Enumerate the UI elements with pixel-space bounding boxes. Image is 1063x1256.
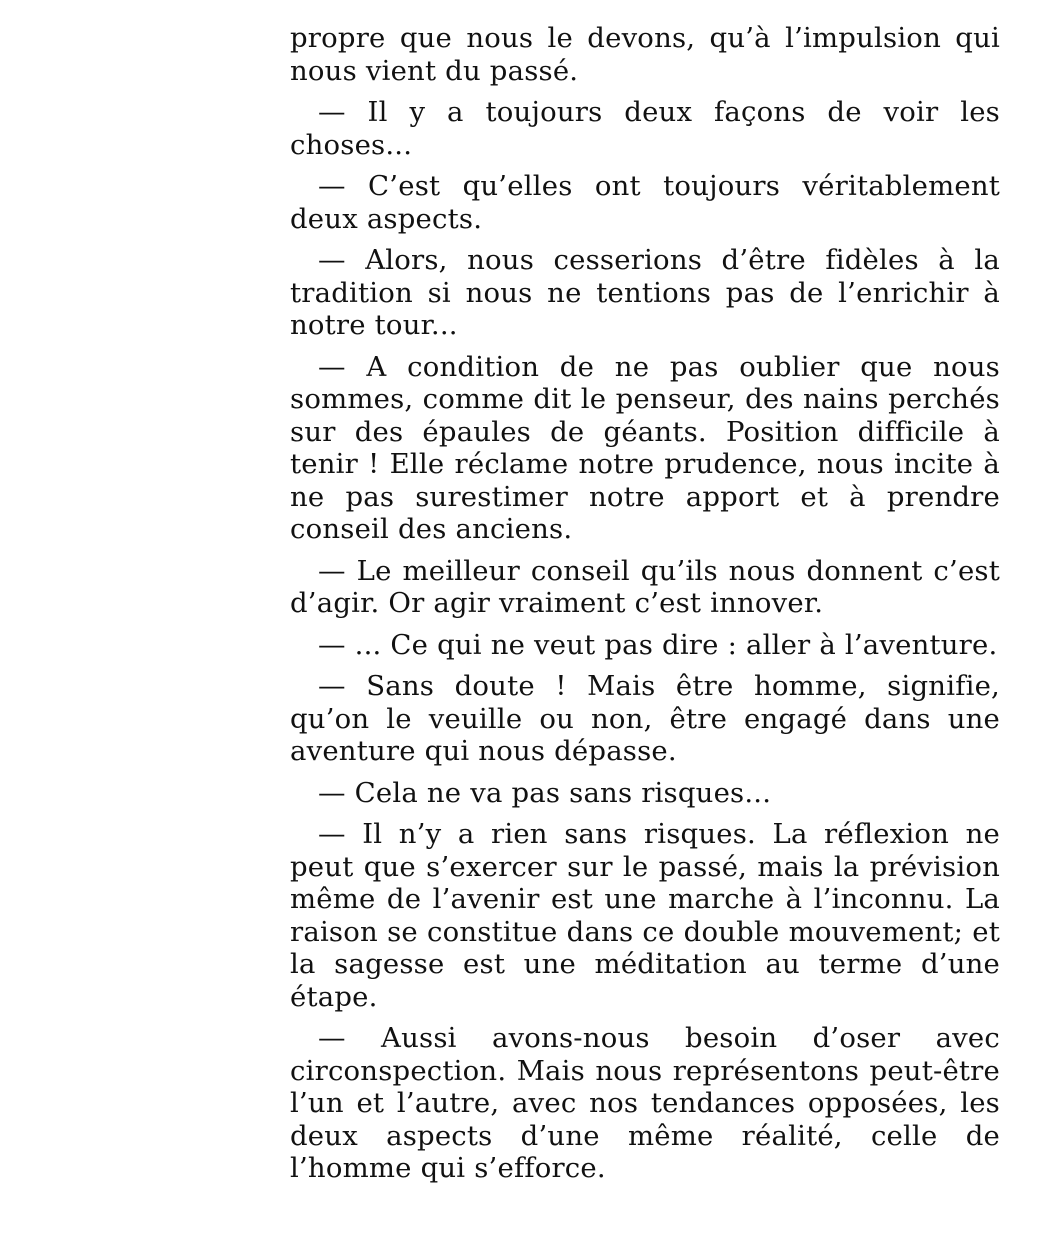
dialogue-paragraph: — Le meilleur conseil qu’ils nous donnent c’est d’agir. Or agir vraiment c’est innover. bbox=[290, 554, 1000, 619]
dialogue-paragraph: — Il n’y a rien sans risques. La réflexion ne peut que s’exercer sur le passé, mais la prévision même de l’avenir est une marche à l’inconnu. La raison se constitue dans ce double mouvement; et la sagesse est une méditation au terme d’une étape. bbox=[290, 818, 1000, 1013]
dialogue-paragraph: — Aussi avons-nous besoin d’oser avec circonspection. Mais nous représentons peut-être l’un et l’autre, avec nos tendances opposées, les deux aspects d’une même réalité, celle de l’homme qui s’efforce. bbox=[290, 1022, 1000, 1184]
dialogue-paragraph: — ... Ce qui ne veut pas dire : aller à l’aventure. bbox=[318, 628, 998, 661]
dialogue-paragraph: — Sans doute ! Mais être homme, signifie, qu’on le veuille ou non, être engagé dans une aventure qui nous dépasse. bbox=[290, 670, 1000, 767]
dialogue-paragraph: — Alors, nous cesserions d’être fidèles à la tradition si nous ne tentions pas de l’enrichir à notre tour... bbox=[290, 244, 1000, 341]
dialogue-paragraph: — Cela ne va pas sans risques... bbox=[318, 776, 772, 809]
dialogue-paragraph: — Il y a toujours deux façons de voir les choses... bbox=[290, 96, 1000, 161]
paragraph-continuation: propre que nous le devons, qu’à l’impulsion qui nous vient du passé. bbox=[290, 22, 1000, 87]
dialogue-paragraph: — A condition de ne pas oublier que nous sommes, comme dit le penseur, des nains perchés sur des épaules de géants. Position difficile à tenir ! Elle réclame notre prudence, nous incite à ne pas surestimer notre apport et à prendre conseil des anciens. bbox=[290, 350, 1000, 545]
page-text bbox=[290, 22, 1000, 1194]
dialogue-paragraph: — C’est qu’elles ont toujours véritablement deux aspects. bbox=[290, 170, 1000, 235]
